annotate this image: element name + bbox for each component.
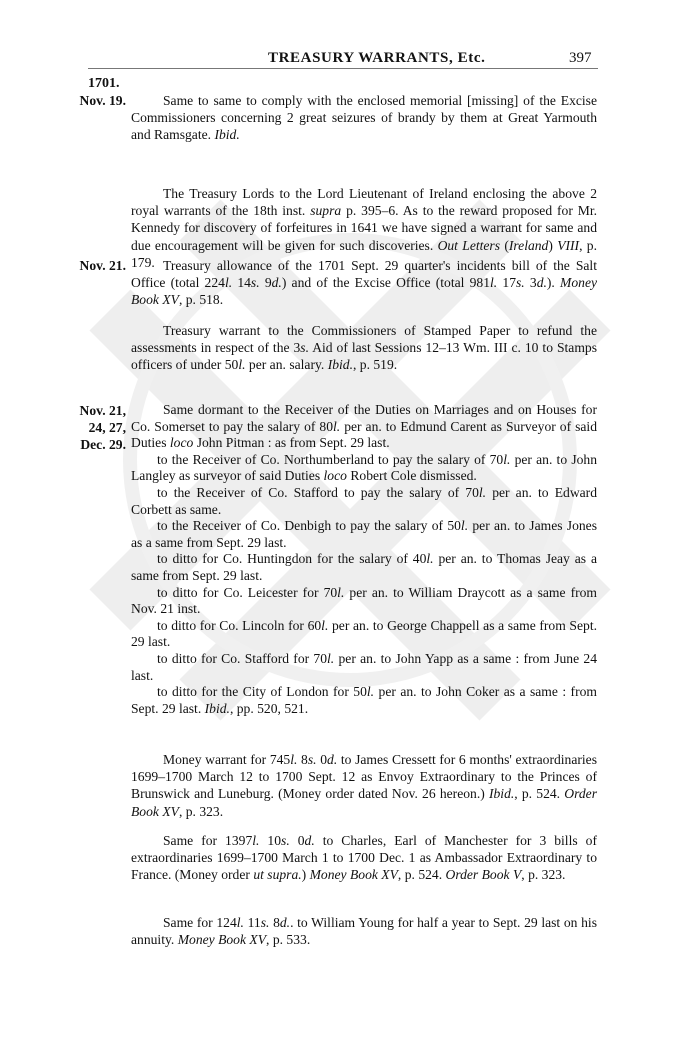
text-run: The Treasury Lords to the Lord Lieutenant of Ireland enclosing the above 2 royal warrants of the 18th inst. <box>131 186 597 219</box>
entry-main-text <box>131 402 597 452</box>
italic-text: l. <box>290 752 298 767</box>
entry-paragraph <box>131 92 597 144</box>
text-run: 17 <box>497 275 516 291</box>
text-run: ). <box>546 275 561 291</box>
entry-date <box>64 257 126 274</box>
text-run: , pp. 520, 521. <box>229 700 309 716</box>
text-run: , p. 533. <box>266 932 311 948</box>
italic-text: l. <box>426 551 434 567</box>
italic-text: d. <box>536 275 547 291</box>
italic-text: loco <box>169 435 194 451</box>
continuation-item <box>131 651 597 684</box>
date-line: 24, 27, <box>88 420 126 435</box>
italic-text: ut supra. <box>253 867 302 883</box>
italic-text: Order Book XV <box>131 786 598 819</box>
italic-text: l. <box>366 684 375 700</box>
text-run: to Charles, Earl of Manchester for 3 bills of extraordinaries 1699–1700 March 1 to 1700 Dec. 1 as Ambassador Extraordinary to France. (Money order <box>131 833 597 883</box>
text-run: Same for 124 <box>163 915 237 930</box>
text-run: , p. 323. <box>178 803 224 819</box>
italic-text: l. <box>321 617 329 633</box>
text-run: 14 <box>232 275 251 291</box>
entry-main-text <box>131 257 597 309</box>
text-run: , p. 179. <box>131 237 597 270</box>
italic-text: d. <box>279 915 291 930</box>
italic-text: s. <box>307 752 317 767</box>
text-run: per an. to William Draycott as a same from Nov. 21 inst. <box>131 584 597 617</box>
italic-text: Order Book V <box>445 867 522 883</box>
entry-main-text <box>131 92 597 144</box>
italic-text: l. <box>478 484 487 500</box>
italic-text: l. <box>490 275 498 291</box>
text-run: ) <box>301 867 310 883</box>
text-run: per an. to John Coker as a same : from Sept. 29 last. <box>131 684 597 716</box>
italic-text: Money Book XV <box>309 867 398 883</box>
text-run: to ditto for Co. Stafford for 70 <box>157 650 328 666</box>
italic-text: d. <box>271 275 282 291</box>
text-run: per an. to George Chappell as a same from Sept. 29 last. <box>131 617 598 650</box>
italic-text: l. <box>238 357 246 373</box>
running-title: TREASURY WARRANTS, Etc. <box>268 50 486 66</box>
text-run: 9 <box>259 275 272 291</box>
date-line: Nov. 21. <box>79 258 126 273</box>
italic-text: Ibid. <box>204 700 230 716</box>
text-run: to ditto for the City of London for 50 <box>157 684 367 700</box>
italic-text: supra <box>310 203 342 219</box>
text-run: to ditto for Co. Lincoln for 60 <box>157 617 322 633</box>
entry-paragraph <box>131 322 597 374</box>
entry-main-text <box>131 751 597 820</box>
text-run: , p. 323. <box>521 867 566 883</box>
entry-date <box>64 92 126 109</box>
continuation-item <box>131 551 597 584</box>
year-label: 1701. <box>88 76 120 91</box>
italic-text: Ibid. <box>214 127 240 143</box>
text-run: per an. to Edmund Carent as Surveyor of said Duties <box>131 418 597 451</box>
text-run: 10 <box>259 833 282 848</box>
entry-main-text <box>131 832 597 884</box>
italic-text: l. <box>503 451 511 467</box>
text-run: Same dormant to the Receiver of the Duties on Marriages and on Houses for Co. Somerset to pay the salary of 80 <box>131 402 597 434</box>
text-run: per an. to John Yapp as a same : from June 24 last. <box>131 650 597 683</box>
text-run: p. 395–6. As to the reward proposed for Mr. Kennedy for discovery of forfeitures in 1641 we have signed a warrant for same and due encouragement will be given for such discoveries. <box>131 203 598 253</box>
text-run: per an. to Edward Corbett as same. <box>131 484 597 517</box>
italic-text: Ibid. <box>488 786 515 802</box>
text-run: 3 <box>524 275 537 291</box>
italic-text: d. <box>327 752 338 767</box>
entry-date <box>64 402 126 453</box>
text-run: per an. to James Jones as a same from Sept. 29 last. <box>131 518 597 550</box>
text-run: . to William Young for half a year to Sept. 29 last on his annuity. <box>131 915 597 948</box>
text-run: to the Receiver of Co. Denbigh to pay the salary of 50 <box>157 518 461 534</box>
date-line: Nov. 21, <box>79 403 126 418</box>
text-run: ) and of the Excise Office (total 981 <box>281 275 491 291</box>
text-run: 8 <box>297 752 308 767</box>
header-rule <box>88 68 598 69</box>
text-run: 11 <box>243 915 261 930</box>
text-run: per an. to Thomas Jeay as a same from Sept. 29 last. <box>131 551 597 583</box>
page-number: 397 <box>569 50 592 66</box>
text-run: , p. 518. <box>178 292 224 308</box>
entry-paragraph <box>131 832 597 884</box>
text-run: to the Receiver of Co. Stafford to pay the salary of 70 <box>157 484 479 500</box>
italic-text: l. <box>224 275 233 291</box>
continuation-item <box>131 684 597 717</box>
italic-text: Ireland <box>508 237 549 253</box>
text-run: 8 <box>269 915 280 930</box>
continuation-item <box>131 485 597 518</box>
text-run: to ditto for Co. Huntingdon for the salary of 40 <box>157 551 427 567</box>
text-run: per an. to John Langley as surveyor of said Duties <box>131 451 597 484</box>
date-line: Nov. 19. <box>79 93 126 108</box>
text-run: Treasury allowance of the 1701 Sept. 29 quarter's incidents bill of the Salt Office (total 224 <box>131 258 597 291</box>
italic-text: l. <box>327 650 335 666</box>
italic-text: l. <box>252 833 260 848</box>
entry-main-text <box>131 322 597 374</box>
text-run: ( <box>500 237 509 253</box>
date-line: Dec. 29. <box>80 437 126 452</box>
italic-text: Money Book XV <box>177 932 267 948</box>
text-run: ) <box>548 237 558 253</box>
italic-text: l. <box>236 915 244 930</box>
text-run: Same for 1397 <box>163 833 253 848</box>
italic-text: s. <box>300 340 309 356</box>
text-run: 0 <box>289 833 305 848</box>
italic-text: l. <box>337 584 345 600</box>
continuation-item <box>131 518 597 551</box>
continuation-item <box>131 585 597 618</box>
continuation-item <box>131 618 597 651</box>
text-run: John Pitman : as from Sept. 29 last. <box>193 435 390 451</box>
entry-paragraph <box>131 751 597 820</box>
italic-text: s. <box>281 833 290 848</box>
text-run: per an. salary. <box>245 357 328 373</box>
entry-paragraph <box>131 257 597 309</box>
entry-paragraph <box>131 914 597 948</box>
entry-paragraph <box>131 402 597 717</box>
text-run: Treasury warrant to the Commissioners of Stamped Paper to refund the assessments in respect of the 3 <box>131 323 597 356</box>
text-run: to the Receiver of Co. Northumberland to pay the salary of 70 <box>157 451 504 467</box>
text-run: 0 <box>316 752 328 767</box>
text-run: , p. 524. <box>397 867 446 883</box>
italic-text: s. <box>516 275 525 291</box>
italic-text: Out Letters <box>437 237 501 253</box>
italic-text: loco <box>323 468 347 484</box>
text-run: to James Cressett for 6 months' extraordinaries 1699–1700 March 12 to 1700 Sept. 12 as Envoy Extraordinary to the Princes of Brunswick and Luneburg. (Money order dated Nov. 26 hereon.) <box>131 752 597 802</box>
text-run: to ditto for Co. Leicester for 70 <box>157 584 338 600</box>
text-run: Aid of last Sessions 12–13 Wm. III c. 10 to Stamps officers of under 50 <box>131 340 597 373</box>
italic-text: d. <box>304 833 315 848</box>
text-run: Same to same to comply with the enclosed memorial [missing] of the Excise Commissioners concerning 2 great seizures of brandy by them at Great Yarmouth and Ramsgate. <box>131 93 597 143</box>
page-header <box>0 50 674 74</box>
continuation-item <box>131 452 597 485</box>
italic-text: Ibid. <box>327 357 353 373</box>
italic-text: l. <box>460 518 469 534</box>
italic-text: s. <box>260 915 270 930</box>
italic-text: s. <box>250 275 260 291</box>
italic-text: l. <box>333 418 341 434</box>
text-run: Robert Cole dismissed. <box>346 468 477 484</box>
text-run: Money warrant for 745 <box>163 752 291 767</box>
text-run: , p. 519. <box>352 357 398 373</box>
text-run: , p. 524. <box>514 786 565 802</box>
entry-main-text <box>131 914 597 948</box>
italic-text: Money Book XV <box>131 275 598 308</box>
italic-text: VIII <box>557 237 580 253</box>
